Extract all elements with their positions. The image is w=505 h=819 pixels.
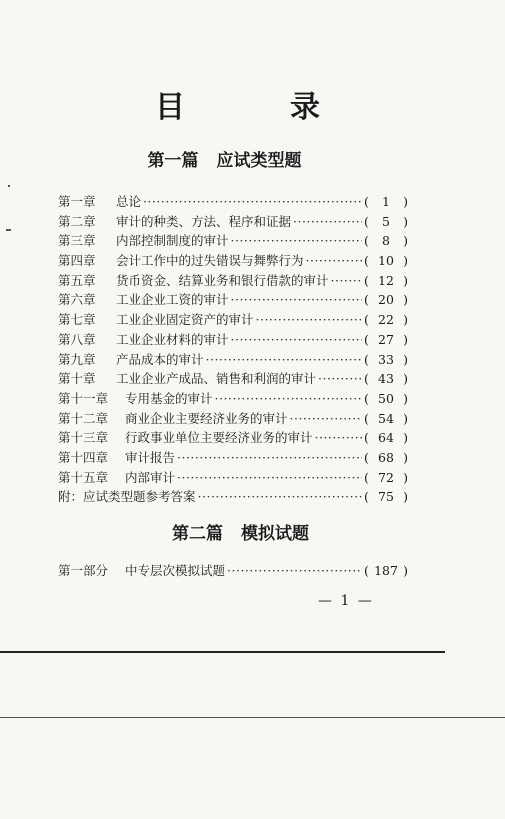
toc-chapter-title: 应试类型题参考答案 (83, 489, 196, 505)
toc-entry (58, 389, 408, 409)
dot-leader (227, 561, 362, 581)
toc-entry (58, 369, 408, 389)
toc-page-ref (364, 251, 408, 271)
toc-chapter-title: 工业企业产成品、销售和利润的审计 (116, 371, 317, 387)
toc-page-number: 68 (378, 449, 394, 465)
toc-page-number: 33 (378, 351, 394, 367)
toc-chapter-title: 内部审计 (125, 469, 176, 485)
toc-chapter-title: 审计报告 (125, 449, 176, 465)
toc-chapter-label: 第一章 (58, 194, 96, 209)
toc-page-number: 5 (382, 213, 390, 229)
toc-list (58, 192, 408, 507)
toc-chapter-title: 专用基金的审计 (125, 390, 213, 406)
toc-chapter-title: 内部控制制度的审计 (116, 233, 229, 249)
part-heading (0, 523, 493, 545)
toc-chapter-label: 第一部分 (58, 563, 109, 578)
toc-page-ref (364, 310, 408, 330)
toc-entry (58, 448, 408, 468)
dot-leader (198, 487, 362, 507)
paren-close: ) (403, 390, 408, 406)
toc-page-number: 64 (378, 430, 394, 446)
dot-leader (315, 428, 362, 448)
paren-open: ( (364, 489, 369, 505)
dot-leader (177, 468, 362, 488)
paren-close: ) (403, 351, 408, 367)
toc-title-char-1: 目 (155, 90, 185, 125)
toc-entry (58, 212, 408, 232)
divider-line (0, 717, 505, 718)
toc-page-number: 12 (378, 272, 394, 288)
toc-page-ref (364, 389, 408, 409)
toc-entry (58, 192, 408, 212)
toc-page-number: 20 (378, 292, 394, 308)
paren-open: ( (364, 213, 369, 229)
toc-chapter-title: 总论 (116, 194, 142, 209)
toc-list (58, 561, 408, 581)
toc-chapter-title: 会计工作中的过失错误与舞弊行为 (116, 253, 304, 269)
toc-page-ref (364, 231, 408, 251)
paren-close: ) (403, 253, 408, 269)
dot-leader (318, 369, 362, 389)
paren-close: ) (403, 194, 408, 209)
paren-close: ) (403, 213, 408, 229)
toc-chapter-label: 第十五章 (58, 469, 109, 485)
toc-page-ref (364, 212, 408, 232)
paren-close: ) (403, 449, 408, 465)
paren-open: ( (364, 272, 369, 288)
toc-chapter-label: 第五章 (58, 272, 96, 288)
toc-chapter-label: 第七章 (58, 312, 96, 328)
toc-page-number: 187 (374, 563, 398, 578)
toc-page-ref (364, 271, 408, 291)
toc-page-ref (364, 192, 408, 212)
toc-page-ref (364, 448, 408, 468)
toc-page-number: 72 (378, 469, 394, 485)
toc-chapter-label: 第十四章 (58, 449, 109, 465)
paren-close: ) (403, 272, 408, 288)
toc-page-number: 10 (378, 253, 394, 269)
paren-close: ) (403, 469, 408, 485)
part-name: 模拟试题 (241, 524, 309, 544)
paren-close: ) (403, 489, 408, 505)
paren-close: ) (403, 312, 408, 328)
toc-entry (58, 271, 408, 291)
toc-page-number: 27 (378, 331, 394, 347)
toc-page-ref (364, 330, 408, 350)
paren-close: ) (403, 233, 408, 249)
toc-page-number: 43 (378, 371, 394, 387)
part-number: 第一篇 (147, 151, 199, 171)
dot-leader (231, 290, 362, 310)
dot-leader (206, 350, 362, 370)
toc-chapter-title: 工业企业固定资产的审计 (116, 312, 254, 328)
toc-entry (58, 468, 408, 488)
part-heading (0, 150, 477, 172)
toc-chapter-title: 审计的种类、方法、程序和证据 (116, 213, 292, 229)
dot-leader (143, 192, 362, 212)
toc-page-number: 22 (378, 312, 394, 328)
toc-chapter-title: 工业企业工资的审计 (116, 292, 229, 308)
toc-page-number: 50 (378, 390, 394, 406)
toc-chapter-title: 工业企业材料的审计 (116, 331, 229, 347)
paren-close: ) (403, 430, 408, 446)
toc-chapter-title: 行政事业单位主要经济业务的审计 (125, 430, 313, 446)
paren-open: ( (364, 469, 369, 485)
divider-line (0, 651, 445, 653)
toc-page-ref (364, 468, 408, 488)
toc-chapter-label: 第八章 (58, 331, 96, 347)
toc-chapter-label: 第二章 (58, 213, 96, 229)
toc-page-number: 1 (382, 194, 390, 209)
paren-close: ) (403, 292, 408, 308)
paren-open: ( (364, 430, 369, 446)
paren-open: ( (364, 449, 369, 465)
paren-open: ( (364, 331, 369, 347)
toc-entry (58, 310, 408, 330)
toc-chapter-label: 第十章 (58, 371, 96, 387)
paren-close: ) (403, 563, 408, 578)
paren-open: ( (364, 410, 369, 426)
paren-open: ( (364, 312, 369, 328)
part-name: 应试类型题 (216, 151, 302, 171)
dot-leader (177, 448, 362, 468)
part-number: 第二篇 (172, 524, 223, 544)
toc-chapter-title: 商业企业主要经济业务的审计 (125, 410, 288, 426)
dot-leader (331, 271, 362, 291)
toc-page-ref (364, 369, 408, 389)
paren-open: ( (364, 233, 369, 249)
toc-title (0, 88, 505, 128)
dot-leader (231, 330, 362, 350)
paren-close: ) (403, 331, 408, 347)
toc-entry (58, 350, 408, 370)
toc-entry (58, 561, 408, 581)
toc-page-number: 75 (378, 489, 394, 505)
toc-page-ref (364, 487, 408, 507)
toc-entry (58, 409, 408, 429)
toc-chapter-label: 第四章 (58, 253, 96, 269)
toc-chapter-label: 第九章 (58, 351, 96, 367)
toc-chapter-label: 附： (58, 489, 84, 505)
toc-entry (58, 330, 408, 350)
dot-leader (293, 212, 362, 232)
toc-page-ref (364, 409, 408, 429)
toc-chapter-label: 第六章 (58, 292, 96, 308)
dot-leader (306, 251, 362, 271)
toc-chapter-title: 产品成本的审计 (116, 351, 204, 367)
paren-open: ( (364, 351, 369, 367)
toc-page-number: 54 (378, 410, 394, 426)
paren-open: ( (364, 194, 369, 209)
toc-entry (58, 428, 408, 448)
dot-leader (256, 310, 362, 330)
toc-title-char-2: 录 (290, 90, 320, 125)
toc-chapter-label: 第十三章 (58, 430, 109, 446)
scan-speck (6, 229, 11, 231)
dot-leader (215, 389, 362, 409)
dot-leader (231, 231, 362, 251)
page-number: — 1 — (318, 593, 374, 609)
paren-open: ( (364, 292, 369, 308)
scan-speck (8, 185, 10, 187)
toc-page-ref (364, 428, 408, 448)
toc-entry (58, 231, 408, 251)
paren-close: ) (403, 371, 408, 387)
toc-entry (58, 487, 408, 507)
toc-chapter-label: 第十一章 (58, 390, 109, 406)
paren-open: ( (364, 390, 369, 406)
toc-entry (58, 290, 408, 310)
toc-page-number: 8 (382, 233, 390, 249)
toc-page-ref (364, 561, 408, 581)
paren-close: ) (403, 410, 408, 426)
toc-page-ref (364, 350, 408, 370)
paren-open: ( (364, 371, 369, 387)
toc-chapter-title: 货币资金、结算业务和银行借款的审计 (116, 272, 329, 288)
paren-open: ( (364, 563, 369, 578)
toc-chapter-title: 中专层次模拟试题 (125, 563, 226, 578)
dot-leader (290, 409, 362, 429)
toc-chapter-label: 第十二章 (58, 410, 109, 426)
toc-chapter-label: 第三章 (58, 233, 96, 249)
paren-open: ( (364, 253, 369, 269)
toc-page-ref (364, 290, 408, 310)
toc-entry (58, 251, 408, 271)
